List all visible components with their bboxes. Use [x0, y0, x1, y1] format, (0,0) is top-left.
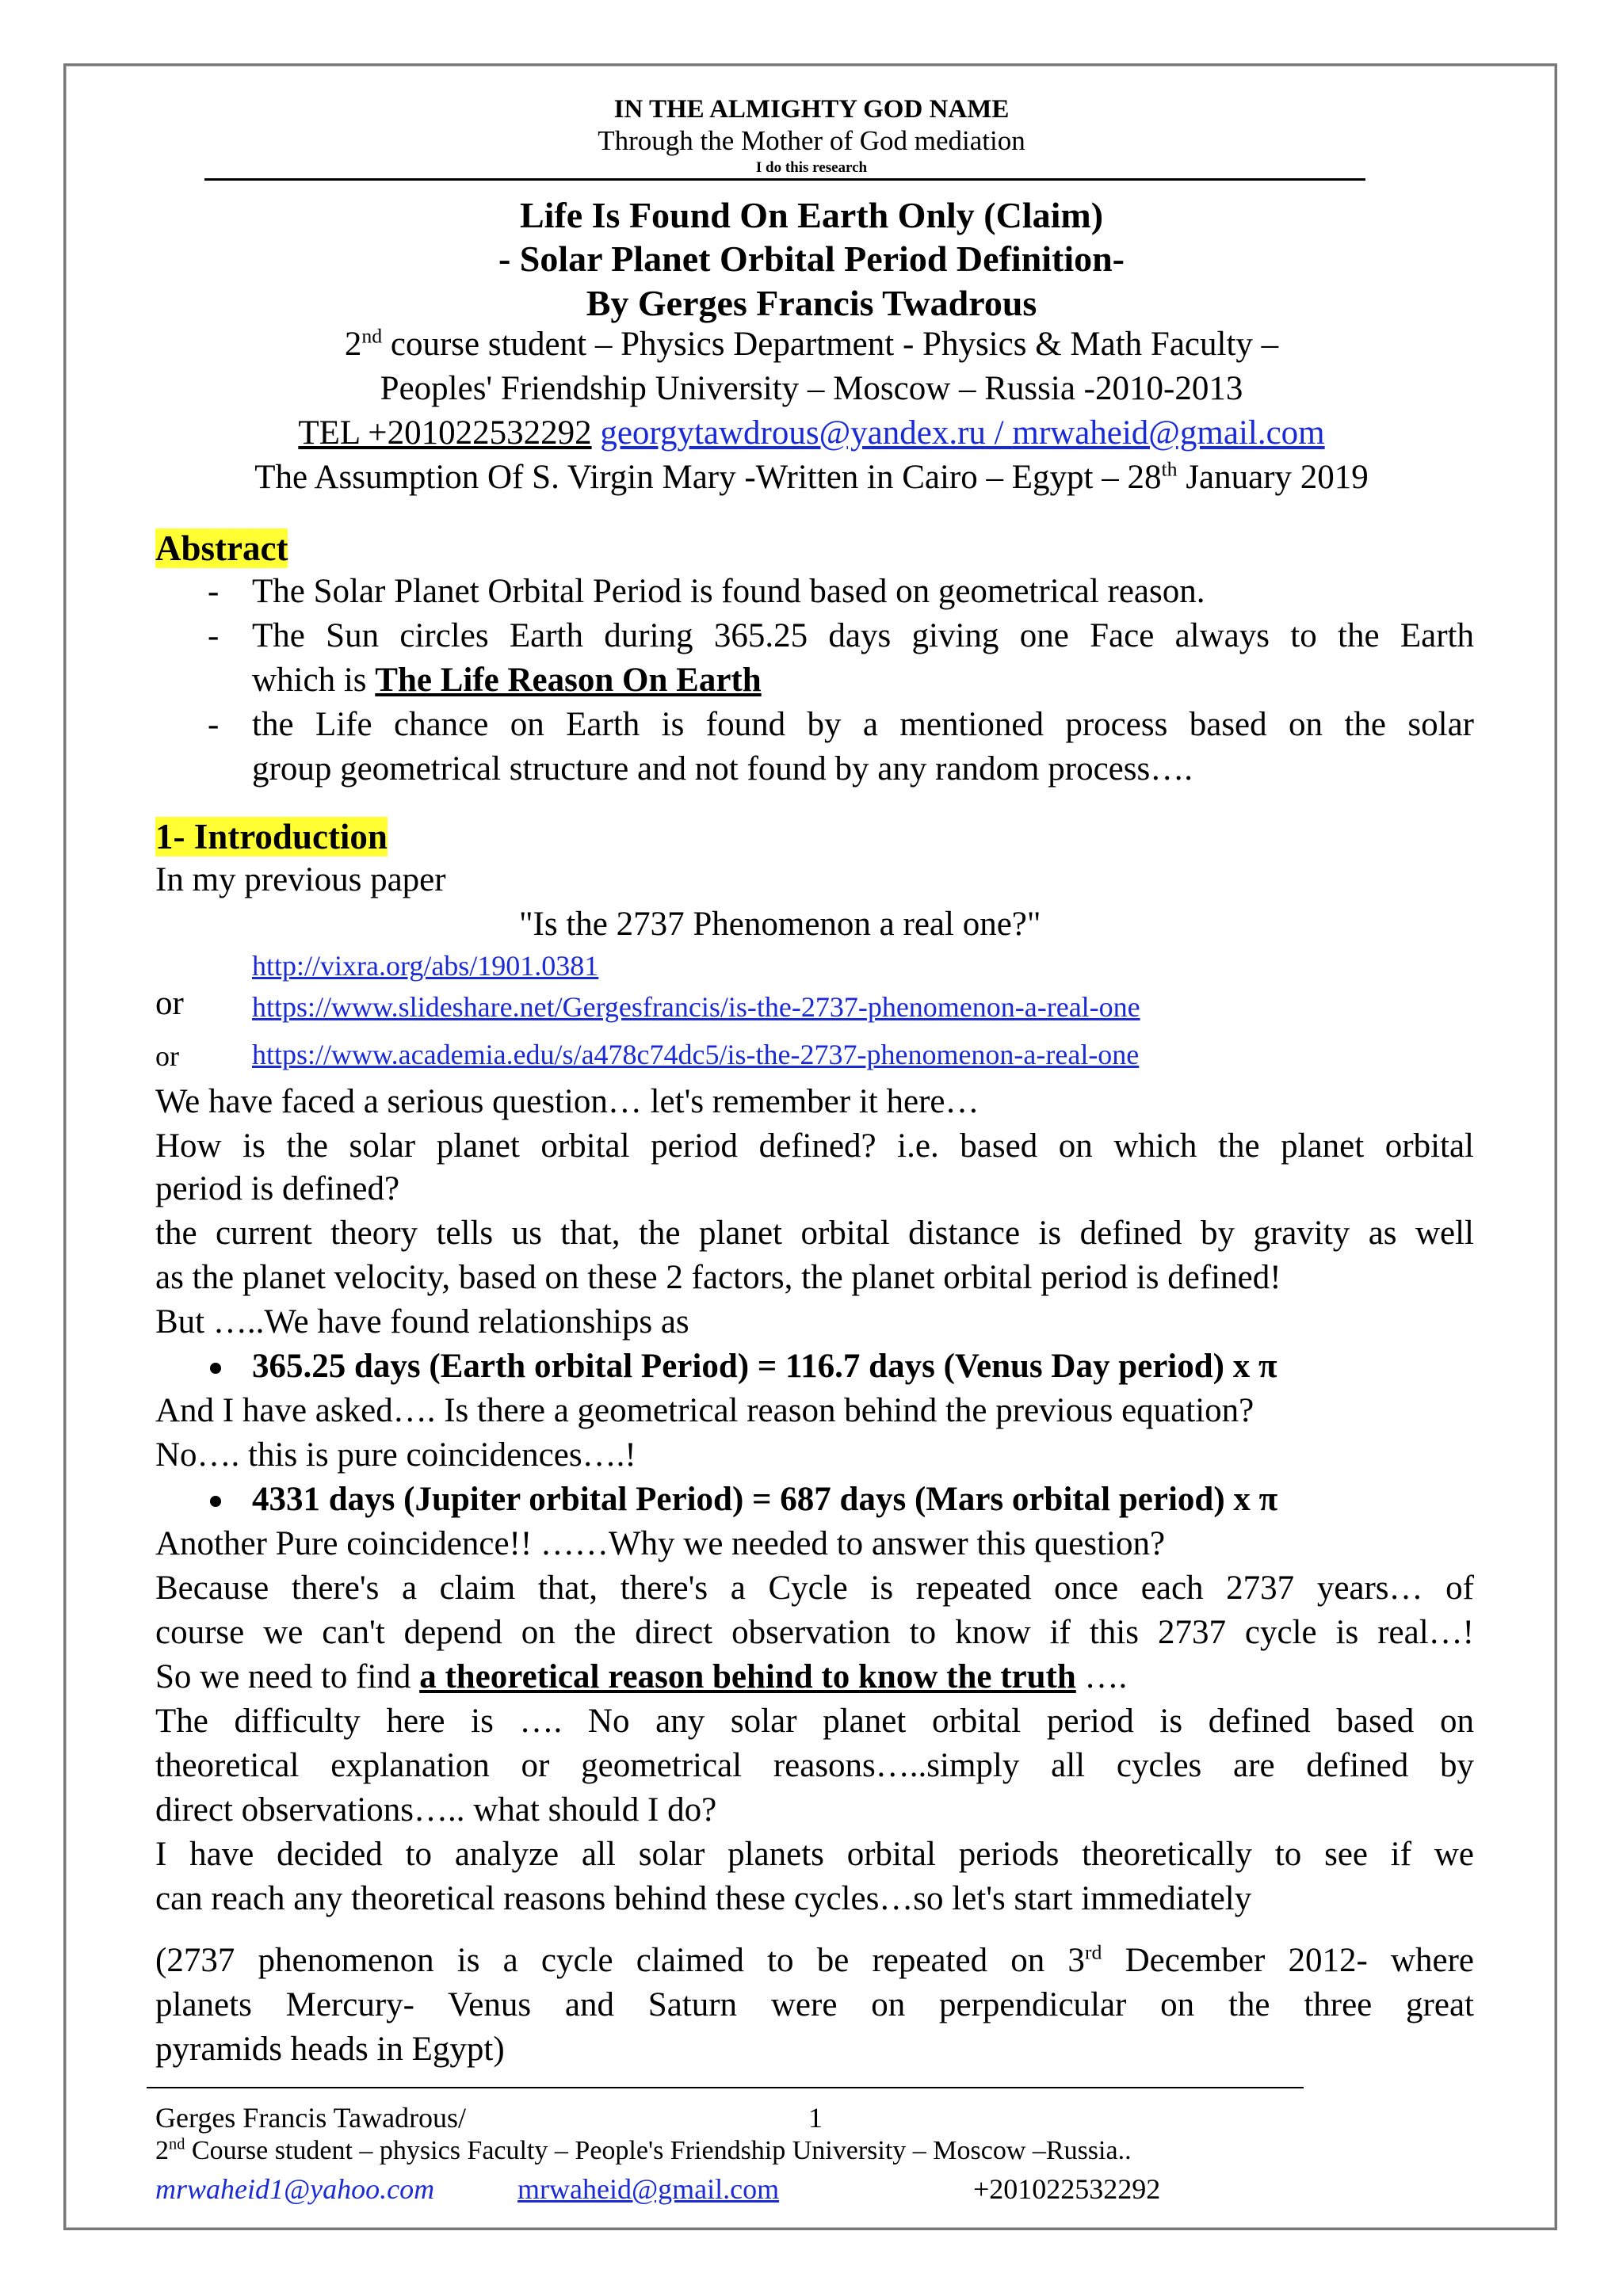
email-link-gmail[interactable]: mrwaheid@gmail.com	[1012, 414, 1325, 452]
intro-line: Because there's a claim that, there's a Cycle is repeated once each 2737 years… of	[155, 1569, 1474, 1607]
abstract-item-2-cont: which is The Life Reason On Earth	[252, 662, 762, 699]
intro-line: as the planet velocity, based on these 2 factors, the planet orbital period is defined!	[155, 1259, 1281, 1296]
footer-line-2: 2nd Course student – physics Faculty – People's Friendship University – Moscow –Russia..	[155, 2135, 1132, 2165]
intro-line: (2737 phenomenon is a cycle claimed to be repeated on 3rd December 2012- where	[155, 1940, 1474, 1979]
intro-line: planets Mercury- Venus and Saturn were on perpendicular on the three great	[155, 1986, 1474, 2023]
intro-line: I have decided to analyze all solar planets orbital periods theoretically to see if we	[155, 1836, 1474, 1873]
intro-line: can reach any theoretical reasons behind these cycles…so let's start immediately	[155, 1880, 1252, 1917]
footer-email-gmail[interactable]: mrwaheid@gmail.com	[517, 2173, 780, 2205]
intro-line: No…. this is pure coincidences….!	[155, 1436, 636, 1474]
life-reason-emphasis: The Life Reason On Earth	[375, 662, 762, 699]
footer-phone: +201022532292	[973, 2173, 1161, 2205]
page-number: 1	[808, 2102, 823, 2134]
email-separator: /	[985, 414, 1013, 452]
intro-line: the current theory tells us that, the planet orbital distance is defined by gravity as well	[155, 1215, 1474, 1252]
link-academia[interactable]: https://www.academia.edu/s/a478c74dc5/is-the-2737-phenomenon-a-real-one	[252, 1039, 1140, 1070]
intro-line: How is the solar planet orbital period defined? i.e. based on which the planet orbital	[155, 1127, 1474, 1165]
or-label: or	[155, 985, 184, 1022]
dash-bullet: -	[208, 573, 220, 610]
intro-line: We have faced a serious question… let's remember it here…	[155, 1083, 980, 1120]
intro-line: course we can't depend on the direct observation to know if this 2737 cycle is real…!	[155, 1614, 1474, 1651]
footer-rule	[147, 2087, 1304, 2088]
dash-bullet: -	[208, 706, 220, 743]
or-label: or	[155, 1040, 179, 1072]
abstract-item-1: The Solar Planet Orbital Period is found based on geometrical reason.	[252, 573, 1205, 610]
intro-p1: In my previous paper	[155, 861, 446, 898]
bullet-dot	[210, 1496, 221, 1507]
intro-line: The difficulty here is …. No any solar planet orbital period is defined based on	[155, 1703, 1474, 1740]
equation-jupiter-mars: 4331 days (Jupiter orbital Period) = 687 days (Mars orbital period) x π	[252, 1481, 1278, 1518]
abstract-item-3-cont: group geometrical structure and not found by any random process….	[252, 750, 1193, 788]
intro-heading: 1- Introduction	[155, 817, 388, 856]
intro-line: Another Pure coincidence!! ……Why we needed to answer this question?	[155, 1525, 1166, 1562]
footer-email-yahoo[interactable]: mrwaheid1@yahoo.com	[155, 2173, 435, 2205]
bullet-dot	[210, 1363, 221, 1374]
equation-earth-venus: 365.25 days (Earth orbital Period) = 116.7 days (Venus Day period) x π	[252, 1348, 1277, 1385]
date-line: The Assumption Of S. Virgin Mary -Written in Cairo – Egypt – 28th January 2019	[254, 457, 1369, 496]
header-rule	[204, 178, 1365, 181]
intro-line: theoretical explanation or geometrical reasons…..simply all cycles are defined by	[155, 1747, 1474, 1784]
intro-line: But …..We have found relationships as	[155, 1303, 689, 1341]
intro-line: And I have asked…. Is there a geometrical reason behind the previous equation?	[155, 1392, 1254, 1429]
intro-line: period is defined?	[155, 1170, 400, 1207]
paper-subtitle: - Solar Planet Orbital Period Definition-	[498, 238, 1125, 279]
link-slideshare[interactable]: https://www.slideshare.net/Gergesfrancis/is-the-2737-phenomenon-a-real-one	[252, 991, 1140, 1023]
abstract-item-3: the Life chance on Earth is found by a mentioned process based on the solar	[252, 706, 1474, 743]
header-line-3: I do this research	[755, 159, 868, 176]
tel-text: TEL +201022532292	[298, 414, 592, 452]
truth-emphasis: a theoretical reason behind to know the truth	[419, 1658, 1076, 1695]
abstract-heading: Abstract	[155, 528, 288, 568]
previous-paper-title: "Is the 2737 Phenomenon a real one?"	[519, 906, 1041, 943]
link-vixra[interactable]: http://vixra.org/abs/1901.0381	[252, 950, 599, 982]
affiliation-line-2: Peoples' Friendship University – Moscow – Russia -2010-2013	[380, 370, 1243, 407]
intro-line: pyramids heads in Egypt)	[155, 2031, 505, 2068]
header-line-2: Through the Mother of God mediation	[598, 125, 1025, 156]
email-link-yandex[interactable]: georgytawdrous@yandex.ru	[600, 414, 986, 452]
paper-title: Life Is Found On Earth Only (Claim)	[519, 195, 1104, 235]
abstract-item-2: The Sun circles Earth during 365.25 days giving one Face always to the Earth	[252, 617, 1474, 654]
footer-author: Gerges Francis Tawadrous/	[155, 2102, 467, 2134]
intro-line: direct observations….. what should I do?	[155, 1791, 717, 1829]
dash-bullet: -	[208, 617, 220, 654]
affiliation-line-1: 2nd course student – Physics Department - Physics & Math Faculty –	[344, 324, 1279, 363]
intro-line: So we need to find a theoretical reason behind to know the truth ….	[155, 1658, 1128, 1695]
paper-author: By Gerges Francis Twadrous	[586, 283, 1037, 323]
contact-line	[0, 414, 1623, 452]
header-line-1: IN THE ALMIGHTY GOD NAME	[613, 95, 1010, 124]
